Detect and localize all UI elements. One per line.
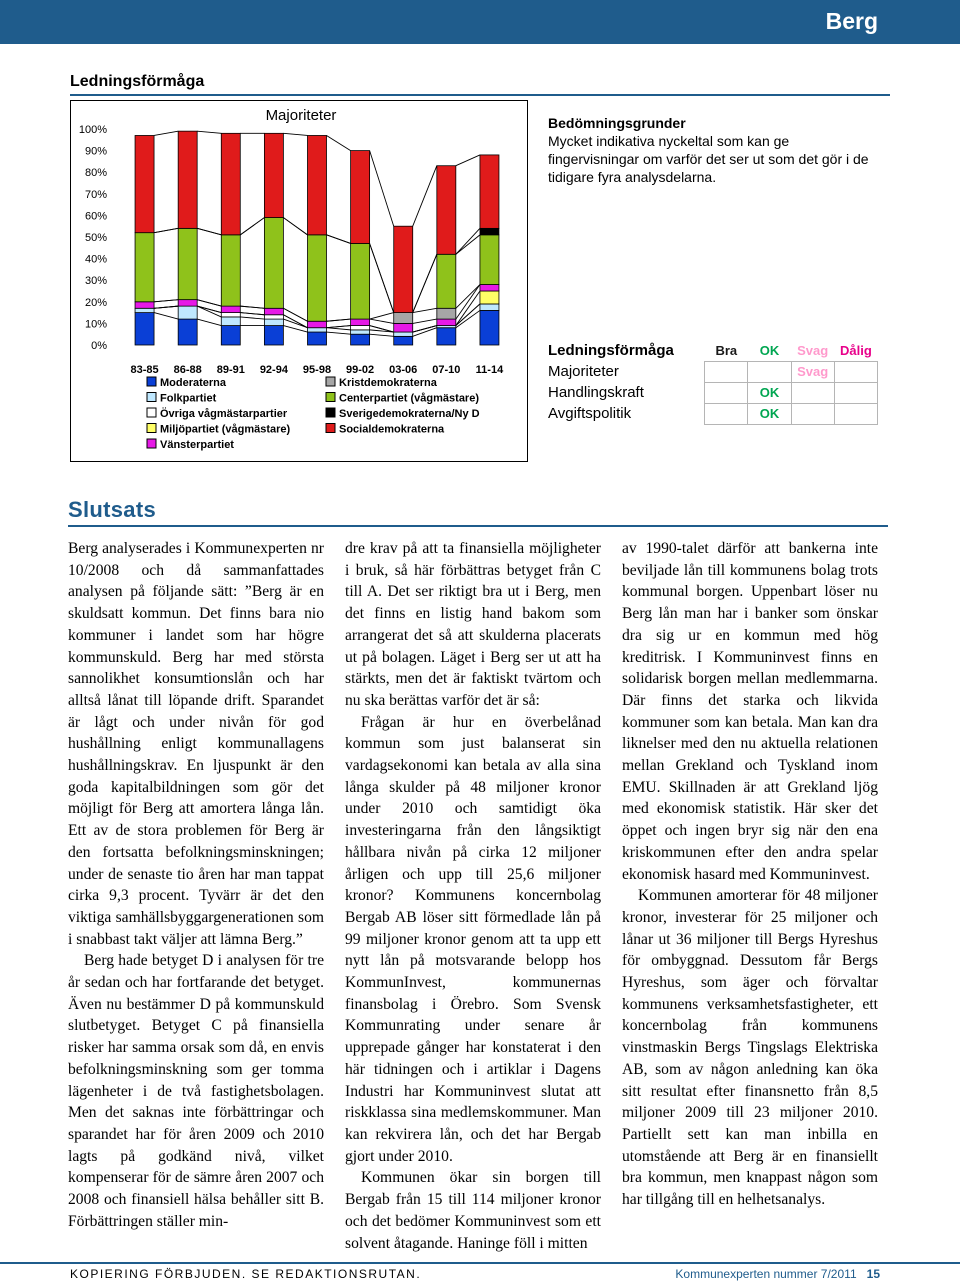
bar-segment	[135, 302, 154, 308]
bar-segment	[351, 151, 370, 244]
series-connector	[327, 326, 351, 328]
rating-row-label: Avgiftspolitik	[548, 405, 632, 422]
rating-cell-bra	[705, 403, 748, 424]
bar-segment	[308, 328, 327, 332]
y-tick-label: 10%	[84, 318, 107, 331]
legend-swatch	[147, 377, 156, 386]
legend-label: Miljöpartiet (vågmästare)	[160, 423, 291, 436]
bar-segment	[308, 332, 327, 345]
bar-segment	[480, 155, 499, 228]
series-connector	[327, 328, 351, 330]
legend-label: Centerpartiet (vågmästare)	[339, 392, 479, 405]
rating-cell-bra	[705, 382, 748, 403]
bar-segment	[480, 291, 499, 304]
copyright-notice: KOPIERING FÖRBJUDEN. SE REDAKTIONSRUTAN.	[70, 1267, 422, 1281]
legend-swatch	[147, 408, 156, 417]
x-tick-label: 86-88	[173, 364, 202, 376]
paragraph: Frågan är hur en överbelånad kommun som just balanserat sin vardagsekonomi kan betala av alla sina långa skulder på 48 miljoner kronor under 2010 och samtidigt öka investeringarna från den långsiktigt hållbara nivån på cirka 12 miljoner årligen och upp till 25,6 miljoner kronor? Kommunens koncernbolag Bergab AB löser sitt förmedlade lån på 99 miljoner kronor genom att ta upp ett nytt lån på motsvarande belopp hos KommunInvest, kommunernas finansbolag i Örebro. Som Svensk Kommunrating under senare år upprepade gånger har konstaterat i den här tidningen och i artiklar i Dagens Industri har Kommuninvest slutat att riskklassa sina medlemskommuner. Man kan rekvirera lån, och det har Bergab gjort under 2010.	[345, 713, 601, 1165]
legend-swatch	[326, 393, 335, 402]
y-tick-label: 30%	[84, 275, 107, 288]
series-connector	[413, 308, 437, 312]
bar-segment	[221, 326, 240, 345]
series-connector	[456, 155, 480, 166]
bar-segment	[480, 228, 499, 234]
basis-title: Bedömningsgrunder	[548, 115, 686, 131]
paragraph: av 1990-talet därför att bankerna inte beviljade lån till kommunens bolag trots kommunal borgen. Uppenbart löser nu Berg lån man har i banker som önskar dra sig ur en kommun med hög kreditrisk. I Kommuninvest finns en solidarisk borgen mellan medlemmarna. Där finns det starka och likvida kommuner som kan betala. Man kan dra liknelser med den nu aktuella relationen mellan Grekland och Tyskland inom EMU. Skillnaden är att Grekland ljög med ekonomisk statistik. Här sker det öppet och ingen bryr sig när den ena kriskommunen efter den andra spelar ekonomisk hasard med Kommuninvest.	[622, 540, 878, 883]
rating-cell-ok	[748, 361, 791, 382]
bar-segment	[394, 323, 413, 332]
bar-segment	[351, 326, 370, 330]
series-connector	[456, 285, 480, 320]
bar-segment	[264, 319, 283, 325]
paragraph: dre krav på att ta finansiella möjligheter i bruk, så här förbättras betyget från C till A. Det ser riktigt bra ut i Berg, men det finns en listig hand bakom som arrangerat det så att skulderna placerats ut på bolagen. Läget i Berg ser ut att ha stärkts, men det är faktiskt tvärtom och nu ska berättas varför det är så:	[345, 540, 601, 709]
rating-cell-bra	[705, 361, 748, 382]
legend-swatch	[326, 424, 335, 433]
bar-segment	[264, 218, 283, 309]
rating-cell-svag: Svag	[791, 361, 834, 382]
x-tick-label: 92-94	[259, 364, 288, 376]
page-number: 15	[866, 1267, 880, 1281]
rating-header-row	[546, 340, 878, 361]
bar-segment	[308, 235, 327, 321]
y-tick-label: 40%	[84, 253, 107, 266]
bar-segment	[480, 310, 499, 345]
series-connector	[456, 228, 480, 254]
series-connector	[283, 315, 307, 328]
series-connector	[240, 218, 264, 235]
bar-segment	[178, 131, 197, 228]
bar-segment	[264, 315, 283, 319]
legend-label: Moderaterna	[160, 377, 227, 389]
y-tick-label: 50%	[84, 232, 107, 244]
bar-segment	[437, 254, 456, 308]
series-connector	[154, 313, 178, 319]
rating-cell-ok: OK	[748, 403, 791, 424]
paragraph: Kommunen amorterar för 48 miljoner kronor, investerar för 25 miljoner och lånar ut 36 miljoner till Bergs Hyreshus för ombyggnad. Dessutom får Bergs Hyreshus, som äger och förvaltar kommunens verksamhetsfastigheter, ett koncernbolag från kommunens vinstmaskin Bergs Tingslags Elektriska AB, som av någon anledning kan öka sitt resultat efter finansnetto från 8,5 miljoner 2009 till 23 miljoner 2010. Partiellt sett kan man inbilla en utomstående att Berg är en finansiellt bra kommun, men knappast någon som har tillgång till en helhetsanalys.	[622, 887, 878, 1209]
legend-label: Vänsterpartiet	[160, 439, 234, 451]
rating-table	[546, 340, 878, 425]
publication-info	[675, 1267, 880, 1281]
x-tick-label: 03-06	[389, 364, 418, 376]
y-tick-label: 90%	[84, 145, 107, 158]
y-tick-label: 20%	[84, 296, 107, 309]
rating-cell-ok: OK	[748, 382, 791, 403]
bar-segment	[351, 334, 370, 345]
chart-title: Majoriteter	[265, 107, 337, 124]
legend-swatch	[147, 393, 156, 402]
x-tick-label: 89-91	[216, 364, 245, 376]
bar-segment	[394, 332, 413, 336]
bar-segment	[308, 321, 327, 327]
series-connector	[197, 300, 221, 306]
y-tick-label: 60%	[84, 210, 107, 223]
paragraph: Berg hade betyget D i analysen för tre år sedan och har fortfarande det betyget. Även nu bestämmer D på kommunskuld slutbetyget. Betyget C på finansiella risker har samma orsak som då, en envis befolkningsminskning som ger tomma lägenheter i de två fastighetsbolagen. Men det saknas inte förbättringar och sparandet har för åren 2009 och 2010 lagts på godkänd nivå, vilket kompenserar för de sämre åren 2007 och 2008 och finansiell hälsa behåller sitt B. Förbättringen ställer min-	[68, 952, 324, 1230]
bar-segment	[178, 300, 197, 306]
series-connector	[154, 306, 178, 308]
bar-segment	[221, 133, 240, 235]
conclusion-title: Slutsats	[68, 497, 156, 522]
series-connector	[456, 304, 480, 326]
bar-segment	[437, 166, 456, 255]
series-connector	[456, 235, 480, 254]
legend-label: Övriga vågmästarpartier	[160, 408, 288, 420]
series-connector	[370, 313, 394, 319]
y-tick-label: 0%	[91, 340, 107, 352]
bar-segment	[264, 133, 283, 217]
legend-swatch	[147, 439, 156, 448]
text-column-3	[622, 538, 878, 1211]
bar-segment	[135, 308, 154, 312]
bar-segment	[178, 319, 197, 345]
chart-canvas	[71, 101, 527, 461]
y-tick-label: 70%	[84, 188, 107, 201]
rating-cell-svag	[791, 403, 834, 424]
bar-segment	[437, 328, 456, 345]
bar-segment	[221, 317, 240, 326]
bar-segment	[221, 313, 240, 317]
y-tick-label: 100%	[78, 124, 107, 136]
series-connector	[283, 308, 307, 321]
bar-segment	[221, 235, 240, 306]
rating-header-ok: OK	[759, 342, 780, 358]
section-title: Ledningsförmåga	[70, 73, 205, 90]
header-bar	[0, 0, 960, 44]
rating-row	[546, 403, 878, 424]
series-connector	[240, 306, 264, 308]
rating-cell-dalig	[834, 361, 877, 382]
series-connector	[154, 228, 178, 232]
bar-segment	[264, 326, 283, 345]
series-connector	[240, 313, 264, 315]
bar-segment	[178, 228, 197, 299]
series-connector	[283, 218, 307, 235]
paragraph: Kommunen ökar sin borgen till Bergab från 15 till 114 miljoner kronor och det bedömer Kommuninvest som ett solvent åtagande. Haninge föll i mitten	[345, 1169, 601, 1252]
bar-segment	[437, 308, 456, 319]
x-tick-label: 83-85	[130, 364, 159, 376]
legend-label: Kristdemokraterna	[339, 377, 437, 389]
x-tick-label: 95-98	[302, 364, 332, 376]
series-connector	[327, 332, 351, 334]
series-connector	[154, 131, 178, 135]
bar-segment	[351, 330, 370, 334]
series-connector	[370, 334, 394, 336]
series-connector	[370, 319, 394, 323]
rating-cell-svag	[791, 382, 834, 403]
legend-swatch	[326, 377, 335, 386]
series-connector	[327, 319, 351, 321]
bar-segment	[178, 306, 197, 319]
basis-text: Mycket indikativa nyckeltal som kan ge fingervisningar om varför det ser ut som det gör i de tidigare fyra analysdelarna.	[548, 133, 869, 185]
series-connector	[413, 166, 437, 226]
legend-swatch	[326, 408, 335, 417]
legend-label: Socialdemokraterna	[339, 423, 445, 436]
series-connector	[370, 151, 394, 227]
series-connector	[413, 254, 437, 312]
rating-row	[546, 361, 878, 382]
legend-label: Folkpartiet	[160, 392, 217, 405]
majority-chart	[70, 100, 528, 462]
y-tick-label: 80%	[84, 167, 107, 180]
series-connector	[327, 135, 351, 150]
bar-segment	[264, 308, 283, 314]
bar-segment	[221, 306, 240, 312]
bar-segment	[135, 233, 154, 302]
legend-swatch	[147, 424, 156, 433]
rating-cell-dalig	[834, 403, 877, 424]
footer	[0, 1262, 960, 1282]
bar-segment	[135, 313, 154, 345]
rating-row-label: Handlingskraft	[548, 384, 644, 401]
series-connector	[456, 310, 480, 327]
series-connector	[197, 319, 221, 325]
x-tick-label: 99-02	[346, 364, 375, 376]
series-connector	[240, 317, 264, 319]
assessment-basis	[548, 114, 878, 186]
legend-label: Sverigedemokraterna/Ny D	[339, 408, 480, 420]
x-tick-label: 11-14	[475, 364, 504, 376]
series-connector	[370, 243, 394, 312]
text-column-1	[68, 538, 324, 1233]
bar-segment	[480, 235, 499, 285]
rating-row	[546, 382, 878, 403]
bar-segment	[437, 319, 456, 325]
bar-segment	[394, 336, 413, 345]
paragraph: Berg analyserades i Kommunexperten nr 10/2008 och då sammanfattades analysen på följande sätt: ”Berg är en skuldsatt kommun. Det finns bara nio kommuner i landet som har högre kommunskuld. Berg har med största sannolikhet konsumtionslån och har alltså lånat till löpande drift. Sparandet är lågt och under nivån för god hushållning enligt kommunallagens hushållningskrav. En ljuspunkt är den goda kapitalbildningen som gör det möjligt för Berg att amortera långa lån. Ett av de stora problemen för Berg är den fortsatta befolkningsminskningen; under de senaste tio åren har man tappat cirka 9,3 procent. Tyvärr är det den viktiga samhällsbyggargenerationen som i snabbast takt väljer att lämna Berg.”	[68, 540, 324, 948]
rating-header-svag: Svag	[797, 342, 829, 358]
x-tick-label: 07-10	[432, 364, 461, 376]
bar-segment	[351, 319, 370, 325]
bar-segment	[394, 226, 413, 312]
series-connector	[197, 131, 221, 133]
series-connector	[413, 319, 437, 323]
rating-row-label: Majoriteter	[548, 363, 619, 380]
section-heading	[70, 73, 890, 96]
bar-segment	[135, 135, 154, 232]
bar-segment	[394, 313, 413, 324]
bar-segment	[308, 135, 327, 234]
bar-segment	[480, 304, 499, 310]
rating-cell-dalig	[834, 382, 877, 403]
series-connector	[197, 228, 221, 234]
series-connector	[154, 300, 178, 302]
series-connector	[283, 133, 307, 135]
publication-name: Kommunexperten nummer 7/2011	[675, 1267, 857, 1281]
bar-segment	[351, 243, 370, 319]
page-title: Berg	[825, 8, 878, 34]
rating-header-label: Ledningsförmåga	[548, 342, 674, 359]
series-connector	[327, 235, 351, 244]
text-column-2	[345, 538, 601, 1254]
bar-segment	[480, 285, 499, 291]
rating-header-dalig: Dålig	[839, 342, 872, 358]
conclusion-heading	[68, 497, 888, 527]
rating-header-bra: Bra	[715, 342, 738, 358]
